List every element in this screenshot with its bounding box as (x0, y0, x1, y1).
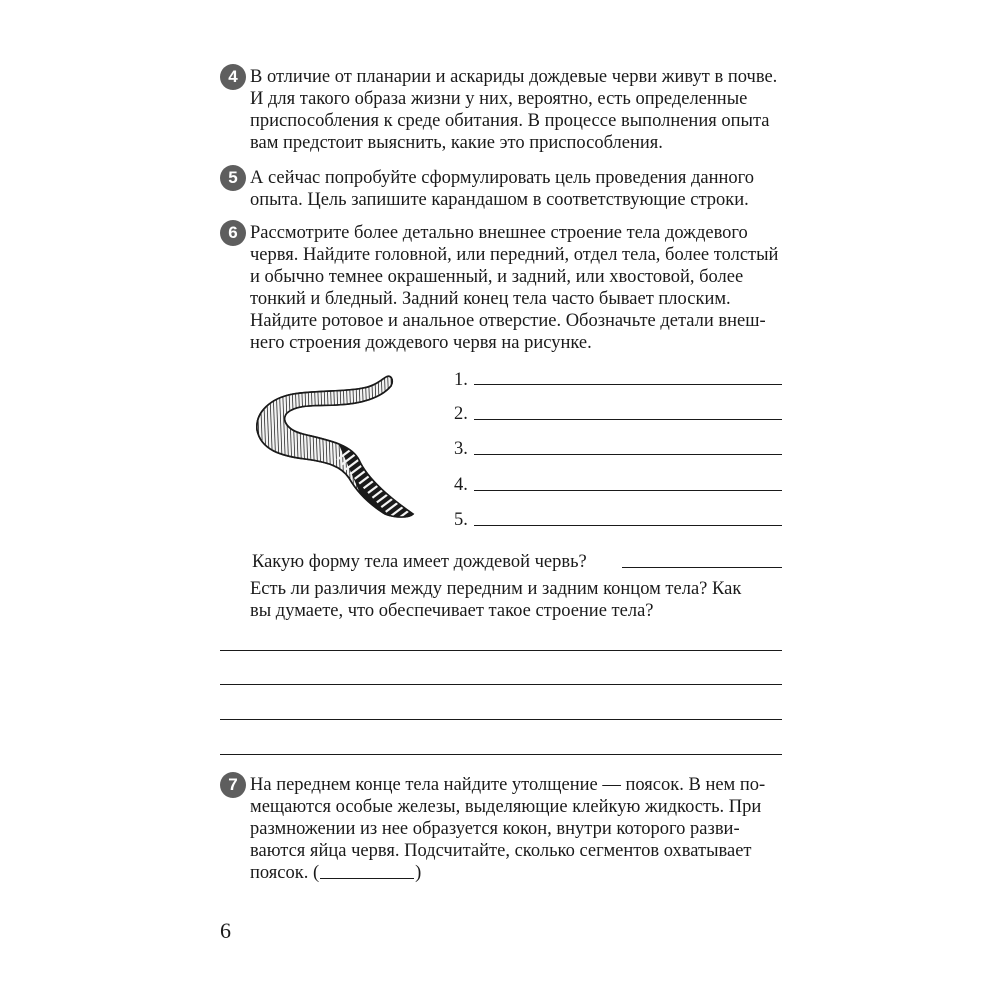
text-line (250, 774, 782, 797)
label-item-number: 4. (454, 475, 468, 495)
task-5 (220, 165, 782, 215)
task-number-badge: 7 (220, 772, 246, 798)
text: А сейчас попробуйте сформулировать цель проведения данного (250, 168, 755, 188)
text-line (250, 818, 782, 841)
text-line (250, 796, 782, 819)
text: ) (415, 863, 422, 883)
text: В отличие от планарии и аскариды дождевые черви живут в почве. (250, 67, 778, 87)
task-7 (220, 772, 782, 892)
text-line (250, 310, 782, 333)
answer-line[interactable] (220, 650, 782, 651)
earthworm-illustration (245, 368, 425, 528)
answer-line[interactable] (474, 419, 782, 420)
text-line (250, 266, 782, 289)
task-number-badge: 4 (220, 64, 246, 90)
answer-line[interactable] (220, 719, 782, 720)
label-item-number: 1. (454, 370, 468, 390)
task-4 (220, 64, 782, 164)
text-line (250, 88, 782, 111)
worm-ring (256, 368, 262, 528)
text: И для такого образа жизни у них, вероятно, есть определенные (250, 89, 748, 109)
text: приспособления к среде обитания. В процессе выполнения опыта (250, 111, 770, 131)
text-line (250, 578, 782, 601)
text-line (250, 222, 782, 245)
text-line (250, 600, 782, 623)
text: размножении из нее образуется кокон, внутри которого разви- (250, 819, 740, 839)
text: На переднем конце тела найдите утолщение — поясок. В нем по- (250, 775, 766, 795)
text: червя. Найдите головной, или передний, отдел тела, более толстый (250, 245, 779, 265)
task-6 (220, 220, 782, 360)
worm-ring (259, 368, 265, 528)
text-line (250, 110, 782, 133)
text-line (250, 132, 782, 155)
label-item-number: 2. (454, 404, 468, 424)
answer-line[interactable] (474, 490, 782, 491)
text-line (250, 66, 782, 89)
text: поясок. ( (250, 863, 320, 883)
answer-line[interactable] (474, 525, 782, 526)
text: опыта. Цель запишите карандашом в соответствующие строки. (250, 190, 749, 210)
text: него строения дождевого червя на рисунке. (250, 333, 592, 353)
text-line (250, 189, 782, 212)
question-body-shape: Какую форму тела имеет дождевой червь? (252, 552, 587, 572)
text: Рассмотрите более детально внешнее строение тела дождевого (250, 223, 748, 243)
label-item-number: 3. (454, 439, 468, 459)
answer-line[interactable] (622, 567, 782, 568)
question-differences (220, 578, 782, 628)
answer-line[interactable] (220, 754, 782, 755)
worm-ring (253, 368, 259, 528)
text: ваются яйца червя. Подсчитайте, сколько сегментов охватывает (250, 841, 752, 861)
text-line (250, 840, 782, 863)
label-item-number: 5. (454, 510, 468, 530)
text-line (250, 332, 782, 355)
page-number: 6 (220, 918, 231, 943)
text: и обычно темнее окрашенный, и задний, или хвостовой, более (250, 267, 744, 287)
answer-line[interactable] (474, 384, 782, 385)
text: мещаются особые железы, выделяющие клейкую жидкость. При (250, 797, 762, 817)
text-line (250, 244, 782, 267)
text-line (250, 167, 782, 190)
text: тонкий и бледный. Задний конец тела часто бывает плоским. (250, 289, 731, 309)
answer-line[interactable] (220, 684, 782, 685)
text-line (250, 288, 782, 311)
segment-count-blank[interactable] (320, 862, 414, 879)
text-line (250, 862, 782, 885)
task-number-badge: 5 (220, 165, 246, 191)
text: Есть ли различия между передним и задним концом тела? Как (250, 579, 742, 599)
text: вы думаете, что обеспечивает такое строение тела? (250, 601, 654, 621)
task-number-badge: 6 (220, 220, 246, 246)
text: Найдите ротовое и анальное отверстие. Обозначьте детали внеш- (250, 311, 766, 331)
text: вам предстоит выяснить, какие это приспособления. (250, 133, 663, 153)
answer-line[interactable] (474, 454, 782, 455)
